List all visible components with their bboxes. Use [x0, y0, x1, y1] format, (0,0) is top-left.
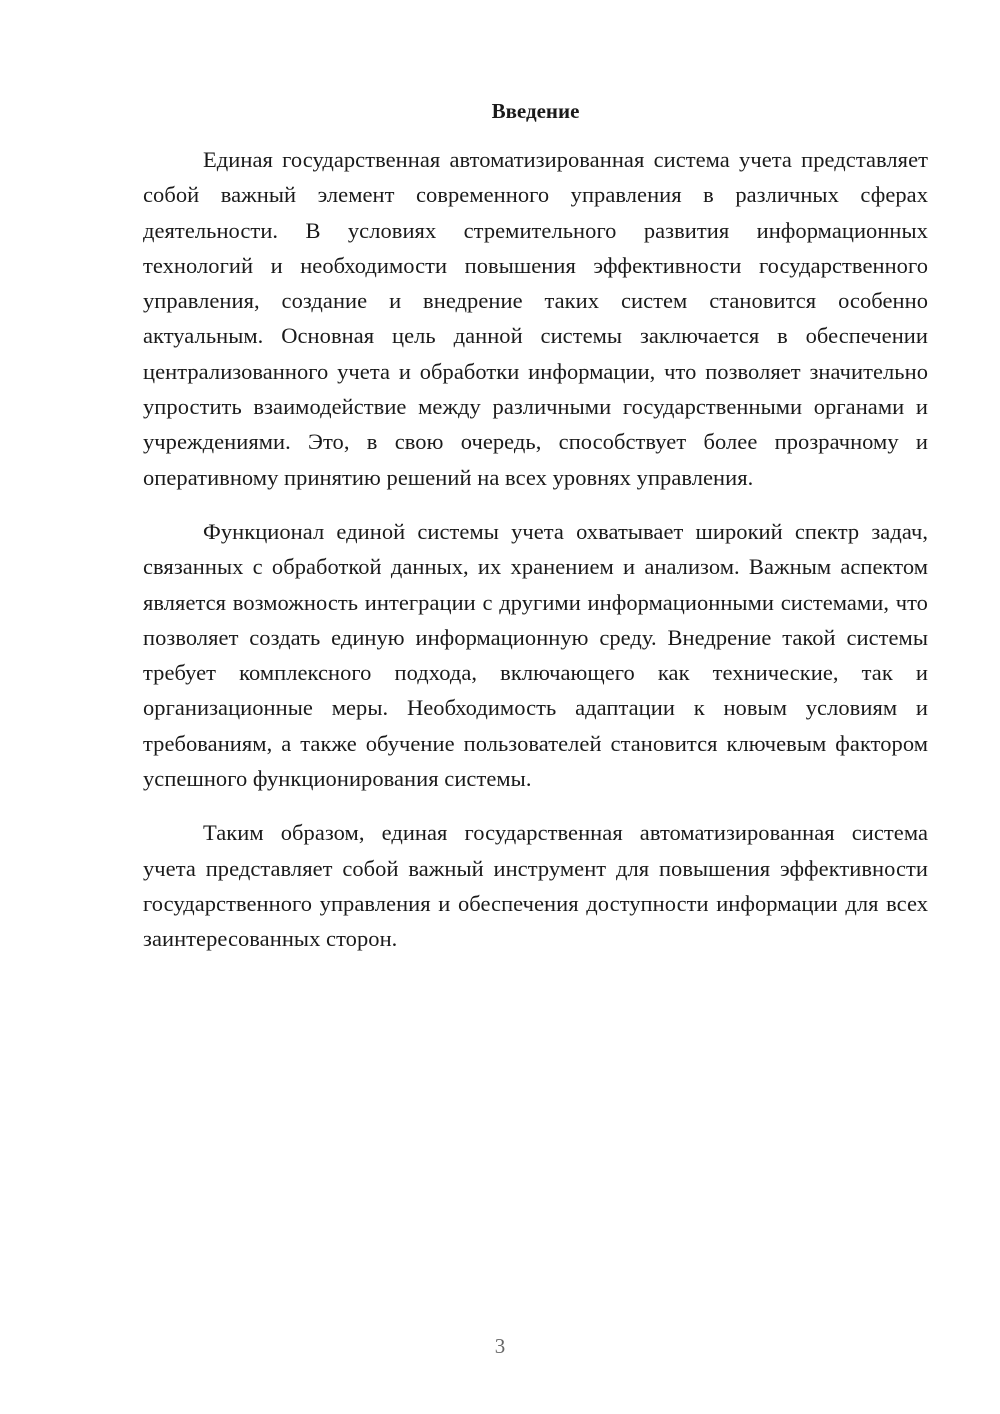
paragraph-3: Таким образом, единая государственная автоматизированная система учета представляет собой важный инструмент для повышения эффективности государственного управления и обеспечения доступности информации для всех заинтересованных сторон. [143, 820, 928, 952]
paragraph-2: Функционал единой системы учета охватывает широкий спектр задач, связанных с обработкой данных, их хранением и анализом. Важным аспектом является возможность интеграции с другими информационными системами, что позволяет создать единую информационную среду. Внедрение такой системы требует комплексного подхода, включающего как технические, так и организационные меры. Необходимость адаптации к новым условиям и требованиям, а также обучение пользователей становится ключевым фактором успешного функционирования системы. [143, 518, 928, 792]
page-number: 3 [494, 1334, 506, 1358]
section-heading: Введение [491, 99, 580, 123]
paragraph-1: Единая государственная автоматизированная система учета представляет собой важный элемент современного управления в различных сферах деятельности. В условиях стремительного развития информационных технологий и необходимости повышения эффективности государственного управления, создание и внедрение таких систем становится особенно актуальным. Основная цель данной системы заключается в обеспечении централизованного учета и обработки информации, что позволяет значительно упростить взаимодействие между различными государственными органами и учреждениями. Это, в свою очередь, способствует более прозрачному и оперативному принятию решений на всех уровнях управления. [143, 147, 928, 490]
body-text [143, 142, 928, 957]
